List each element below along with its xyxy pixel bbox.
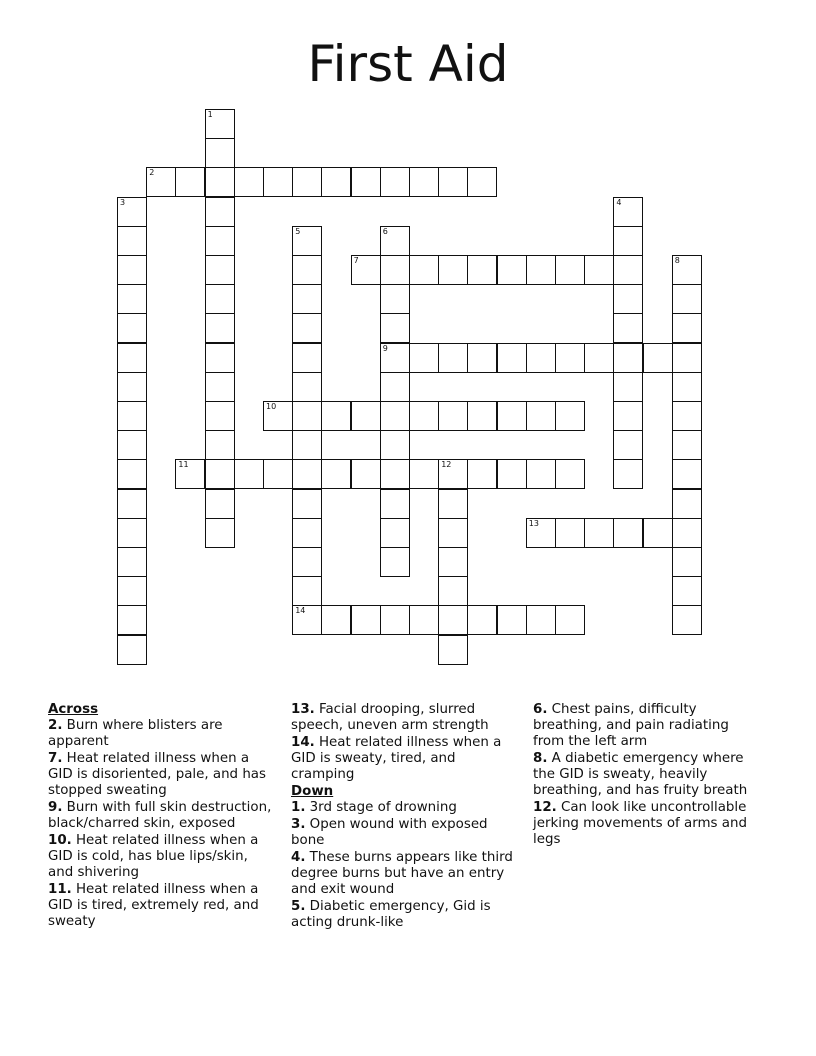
grid-cell[interactable] <box>117 576 147 606</box>
grid-cell[interactable] <box>409 167 439 197</box>
clue-item <box>291 899 517 931</box>
grid-cell[interactable] <box>467 605 497 635</box>
clue-item-number: 13. <box>291 702 315 717</box>
grid-cell[interactable] <box>117 489 147 519</box>
grid-cell[interactable] <box>409 255 439 285</box>
clue-item-number: 6. <box>533 702 548 717</box>
grid-cell[interactable] <box>205 372 235 402</box>
grid-cell[interactable] <box>205 167 235 197</box>
grid-cell[interactable] <box>146 167 176 197</box>
grid-cell[interactable] <box>292 372 322 402</box>
clue-item-text: 3rd stage of drowning <box>305 800 457 815</box>
grid-cell[interactable] <box>613 343 643 373</box>
grid-cell[interactable] <box>263 167 293 197</box>
grid-cell[interactable] <box>613 197 643 227</box>
clue-number: 11 <box>178 460 189 470</box>
clue-item <box>291 702 517 734</box>
grid-cell[interactable] <box>117 518 147 548</box>
grid-cell[interactable] <box>613 255 643 285</box>
grid-cell[interactable] <box>467 255 497 285</box>
grid-cell[interactable] <box>117 284 147 314</box>
clue-item <box>533 751 759 799</box>
clue-item <box>291 817 517 849</box>
clue-item-number: 4. <box>291 850 306 865</box>
clue-item <box>48 882 274 930</box>
grid-cell[interactable] <box>205 284 235 314</box>
clue-number: 4 <box>616 197 622 207</box>
grid-cell[interactable] <box>175 459 205 489</box>
grid-cell[interactable] <box>292 313 322 343</box>
grid-cell[interactable] <box>613 226 643 256</box>
clue-item <box>48 718 274 750</box>
grid-cell[interactable] <box>380 284 410 314</box>
grid-cell[interactable] <box>351 401 381 431</box>
clue-item-number: 10. <box>48 833 72 848</box>
clue-item-text: Heat related illness when a GID is disoriented, pale, and has stopped sweating <box>48 751 266 798</box>
clue-item-number: 11. <box>48 882 72 897</box>
grid-cell[interactable] <box>117 197 147 227</box>
grid-cell[interactable] <box>672 372 702 402</box>
clues-column-2 <box>291 702 517 932</box>
grid-cell[interactable] <box>292 605 322 635</box>
grid-cell[interactable] <box>438 459 468 489</box>
grid-cell[interactable] <box>205 489 235 519</box>
grid-cell[interactable] <box>380 518 410 548</box>
clue-item <box>291 850 517 898</box>
clue-item-text: Diabetic emergency, Gid is acting drunk-like <box>291 899 491 930</box>
clue-number: 3 <box>120 197 126 207</box>
grid-cell[interactable] <box>672 459 702 489</box>
grid-cell[interactable] <box>467 401 497 431</box>
grid-cell[interactable] <box>321 167 351 197</box>
clue-item-text: Chest pains, difficulty breathing, and pain radiating from the left arm <box>533 702 729 749</box>
grid-cell[interactable] <box>380 547 410 577</box>
grid-cell[interactable] <box>321 605 351 635</box>
grid-cell[interactable] <box>555 459 585 489</box>
grid-cell[interactable] <box>467 343 497 373</box>
grid-cell[interactable] <box>672 343 702 373</box>
grid-cell[interactable] <box>409 401 439 431</box>
grid-cell[interactable] <box>205 109 235 139</box>
clue-number: 8 <box>674 256 680 265</box>
grid-cell[interactable] <box>292 284 322 314</box>
grid-cell[interactable] <box>351 459 381 489</box>
grid-cell[interactable] <box>117 313 147 343</box>
grid-cell[interactable] <box>234 167 264 197</box>
clue-number: 10 <box>266 402 277 411</box>
clue-item-text: Heat related illness when a GID is sweaty, tired, and cramping <box>291 735 502 782</box>
grid-cell[interactable] <box>526 605 556 635</box>
grid-cell[interactable] <box>672 489 702 519</box>
grid-cell[interactable] <box>117 401 147 431</box>
clue-item-text: Burn where blisters are apparent <box>48 718 223 749</box>
grid-cell[interactable] <box>526 255 556 285</box>
clue-number: 2 <box>149 168 155 178</box>
grid-cell[interactable] <box>380 255 410 285</box>
clue-item-number: 9. <box>48 800 63 815</box>
clue-item <box>48 800 274 832</box>
clues-column-3 <box>533 702 759 849</box>
grid-cell[interactable] <box>409 605 439 635</box>
grid-cell[interactable] <box>613 430 643 460</box>
grid-cell[interactable] <box>672 313 702 343</box>
puzzle-title: First Aid <box>307 35 509 93</box>
grid-cell[interactable] <box>380 343 410 373</box>
clue-item-number: 5. <box>291 899 306 914</box>
grid-cell[interactable] <box>205 459 235 489</box>
grid-cell[interactable] <box>321 459 351 489</box>
grid-cell[interactable] <box>438 547 468 577</box>
grid-cell[interactable] <box>672 284 702 314</box>
grid-cell[interactable] <box>175 167 205 197</box>
grid-cell[interactable] <box>555 255 585 285</box>
grid-cell[interactable] <box>117 635 147 665</box>
clue-item-number: 14. <box>291 735 315 750</box>
clue-item-text: Open wound with exposed bone <box>291 817 488 848</box>
grid-cell[interactable] <box>526 401 556 431</box>
grid-cell[interactable] <box>584 518 614 548</box>
grid-cell[interactable] <box>117 372 147 402</box>
grid-cell[interactable] <box>672 518 702 548</box>
grid-cell[interactable] <box>380 372 410 402</box>
clue-item-number: 7. <box>48 751 63 766</box>
clue-item <box>533 702 759 750</box>
grid-cell[interactable] <box>292 459 322 489</box>
grid-cell[interactable] <box>117 226 147 256</box>
clue-number: 14 <box>295 606 306 616</box>
grid-cell[interactable] <box>497 401 527 431</box>
grid-cell[interactable] <box>643 518 673 548</box>
grid-cell[interactable] <box>205 401 235 431</box>
down-heading: Down <box>291 784 334 799</box>
grid-cell[interactable] <box>205 518 235 548</box>
grid-cell[interactable] <box>205 313 235 343</box>
grid-cell[interactable] <box>292 401 322 431</box>
grid-cell[interactable] <box>555 343 585 373</box>
clue-number: 13 <box>528 518 539 528</box>
grid-cell[interactable] <box>438 489 468 519</box>
grid-cell[interactable] <box>234 459 264 489</box>
grid-cell[interactable] <box>438 605 468 635</box>
grid-cell[interactable] <box>526 459 556 489</box>
grid-cell[interactable] <box>292 167 322 197</box>
grid-cell[interactable] <box>497 459 527 489</box>
grid-cell[interactable] <box>672 255 702 285</box>
grid-cell[interactable] <box>438 255 468 285</box>
grid-cell[interactable] <box>117 459 147 489</box>
grid-cell[interactable] <box>438 576 468 606</box>
grid-cell[interactable] <box>643 343 673 373</box>
clue-item-text: These burns appears like third degree burns but have an entry and exit wound <box>291 850 513 897</box>
clue-item-number: 8. <box>533 751 548 766</box>
grid-cell[interactable] <box>205 226 235 256</box>
grid-cell[interactable] <box>438 518 468 548</box>
grid-cell[interactable] <box>555 401 585 431</box>
clue-item <box>291 800 517 816</box>
grid-cell[interactable] <box>117 343 147 373</box>
grid-cell[interactable] <box>117 605 147 635</box>
grid-cell[interactable] <box>205 430 235 460</box>
clue-number: 9 <box>382 343 388 353</box>
grid-cell[interactable] <box>351 167 381 197</box>
grid-cell[interactable] <box>205 197 235 227</box>
clue-number: 5 <box>295 226 301 236</box>
clue-item-text: Heat related illness when a GID is cold, has blue lips/skin, and shivering <box>48 833 259 880</box>
grid-cell[interactable] <box>613 313 643 343</box>
grid-cell[interactable] <box>380 430 410 460</box>
clue-item-text: Facial drooping, slurred speech, uneven arm strength <box>291 702 489 733</box>
grid-cell[interactable] <box>672 605 702 635</box>
grid-cell[interactable] <box>292 547 322 577</box>
grid-cell[interactable] <box>497 343 527 373</box>
grid-cell[interactable] <box>438 167 468 197</box>
grid-cell[interactable] <box>321 401 351 431</box>
clue-number: 7 <box>353 256 359 265</box>
grid-cell[interactable] <box>497 255 527 285</box>
grid-cell[interactable] <box>292 489 322 519</box>
clue-item-text: Heat related illness when a GID is tired, extremely red, and sweaty <box>48 882 259 929</box>
grid-cell[interactable] <box>555 518 585 548</box>
grid-cell[interactable] <box>292 226 322 256</box>
clue-item-number: 1. <box>291 800 306 815</box>
grid-cell[interactable] <box>409 343 439 373</box>
grid-cell[interactable] <box>292 518 322 548</box>
grid-cell[interactable] <box>380 401 410 431</box>
grid-cell[interactable] <box>613 401 643 431</box>
grid-cell[interactable] <box>205 343 235 373</box>
grid-cell[interactable] <box>438 343 468 373</box>
grid-cell[interactable] <box>380 167 410 197</box>
grid-cell[interactable] <box>292 576 322 606</box>
grid-cell[interactable] <box>380 605 410 635</box>
grid-cell[interactable] <box>117 255 147 285</box>
grid-cell[interactable] <box>672 401 702 431</box>
grid-cell[interactable] <box>526 518 556 548</box>
grid-cell[interactable] <box>380 459 410 489</box>
clue-item-number: 2. <box>48 718 63 733</box>
grid-cell[interactable] <box>351 255 381 285</box>
grid-cell[interactable] <box>584 255 614 285</box>
grid-cell[interactable] <box>672 547 702 577</box>
grid-cell[interactable] <box>263 459 293 489</box>
grid-cell[interactable] <box>205 255 235 285</box>
clue-item-text: A diabetic emergency where the GID is sweaty, heavily breathing, and has fruity breath <box>533 751 748 798</box>
grid-cell[interactable] <box>380 226 410 256</box>
grid-cell[interactable] <box>117 547 147 577</box>
grid-cell[interactable] <box>409 459 439 489</box>
clue-item <box>48 751 274 799</box>
grid-cell[interactable] <box>613 284 643 314</box>
clue-item <box>48 833 274 881</box>
grid-cell[interactable] <box>672 576 702 606</box>
grid-cell[interactable] <box>555 605 585 635</box>
grid-cell[interactable] <box>613 518 643 548</box>
grid-cell[interactable] <box>263 401 293 431</box>
grid-cell[interactable] <box>672 430 702 460</box>
clue-item-text: Burn with full skin destruction, black/charred skin, exposed <box>48 800 272 831</box>
clue-number: 12 <box>441 460 452 470</box>
clue-item <box>291 735 517 783</box>
grid-cell[interactable] <box>467 167 497 197</box>
clue-item-number: 3. <box>291 817 306 832</box>
grid-cell[interactable] <box>467 459 497 489</box>
grid-cell[interactable] <box>438 635 468 665</box>
grid-cell[interactable] <box>117 430 147 460</box>
across-heading: Across <box>48 702 99 717</box>
clue-item-number: 12. <box>533 800 557 815</box>
grid-cell[interactable] <box>292 430 322 460</box>
clue-item <box>533 800 759 848</box>
grid-cell[interactable] <box>526 343 556 373</box>
grid-cell[interactable] <box>584 343 614 373</box>
clue-item-text: Can look like uncontrollable jerking movements of arms and legs <box>533 800 747 847</box>
grid-cell[interactable] <box>292 343 322 373</box>
grid-cell[interactable] <box>497 605 527 635</box>
clues-column-1 <box>48 702 274 931</box>
grid-cell[interactable] <box>438 401 468 431</box>
grid-cell[interactable] <box>205 138 235 168</box>
grid-cell[interactable] <box>380 313 410 343</box>
clue-number: 6 <box>382 226 388 236</box>
grid-cell[interactable] <box>292 255 322 285</box>
grid-cell[interactable] <box>380 489 410 519</box>
grid-cell[interactable] <box>613 372 643 402</box>
clue-number: 1 <box>207 110 213 119</box>
grid-cell[interactable] <box>351 605 381 635</box>
grid-cell[interactable] <box>613 459 643 489</box>
